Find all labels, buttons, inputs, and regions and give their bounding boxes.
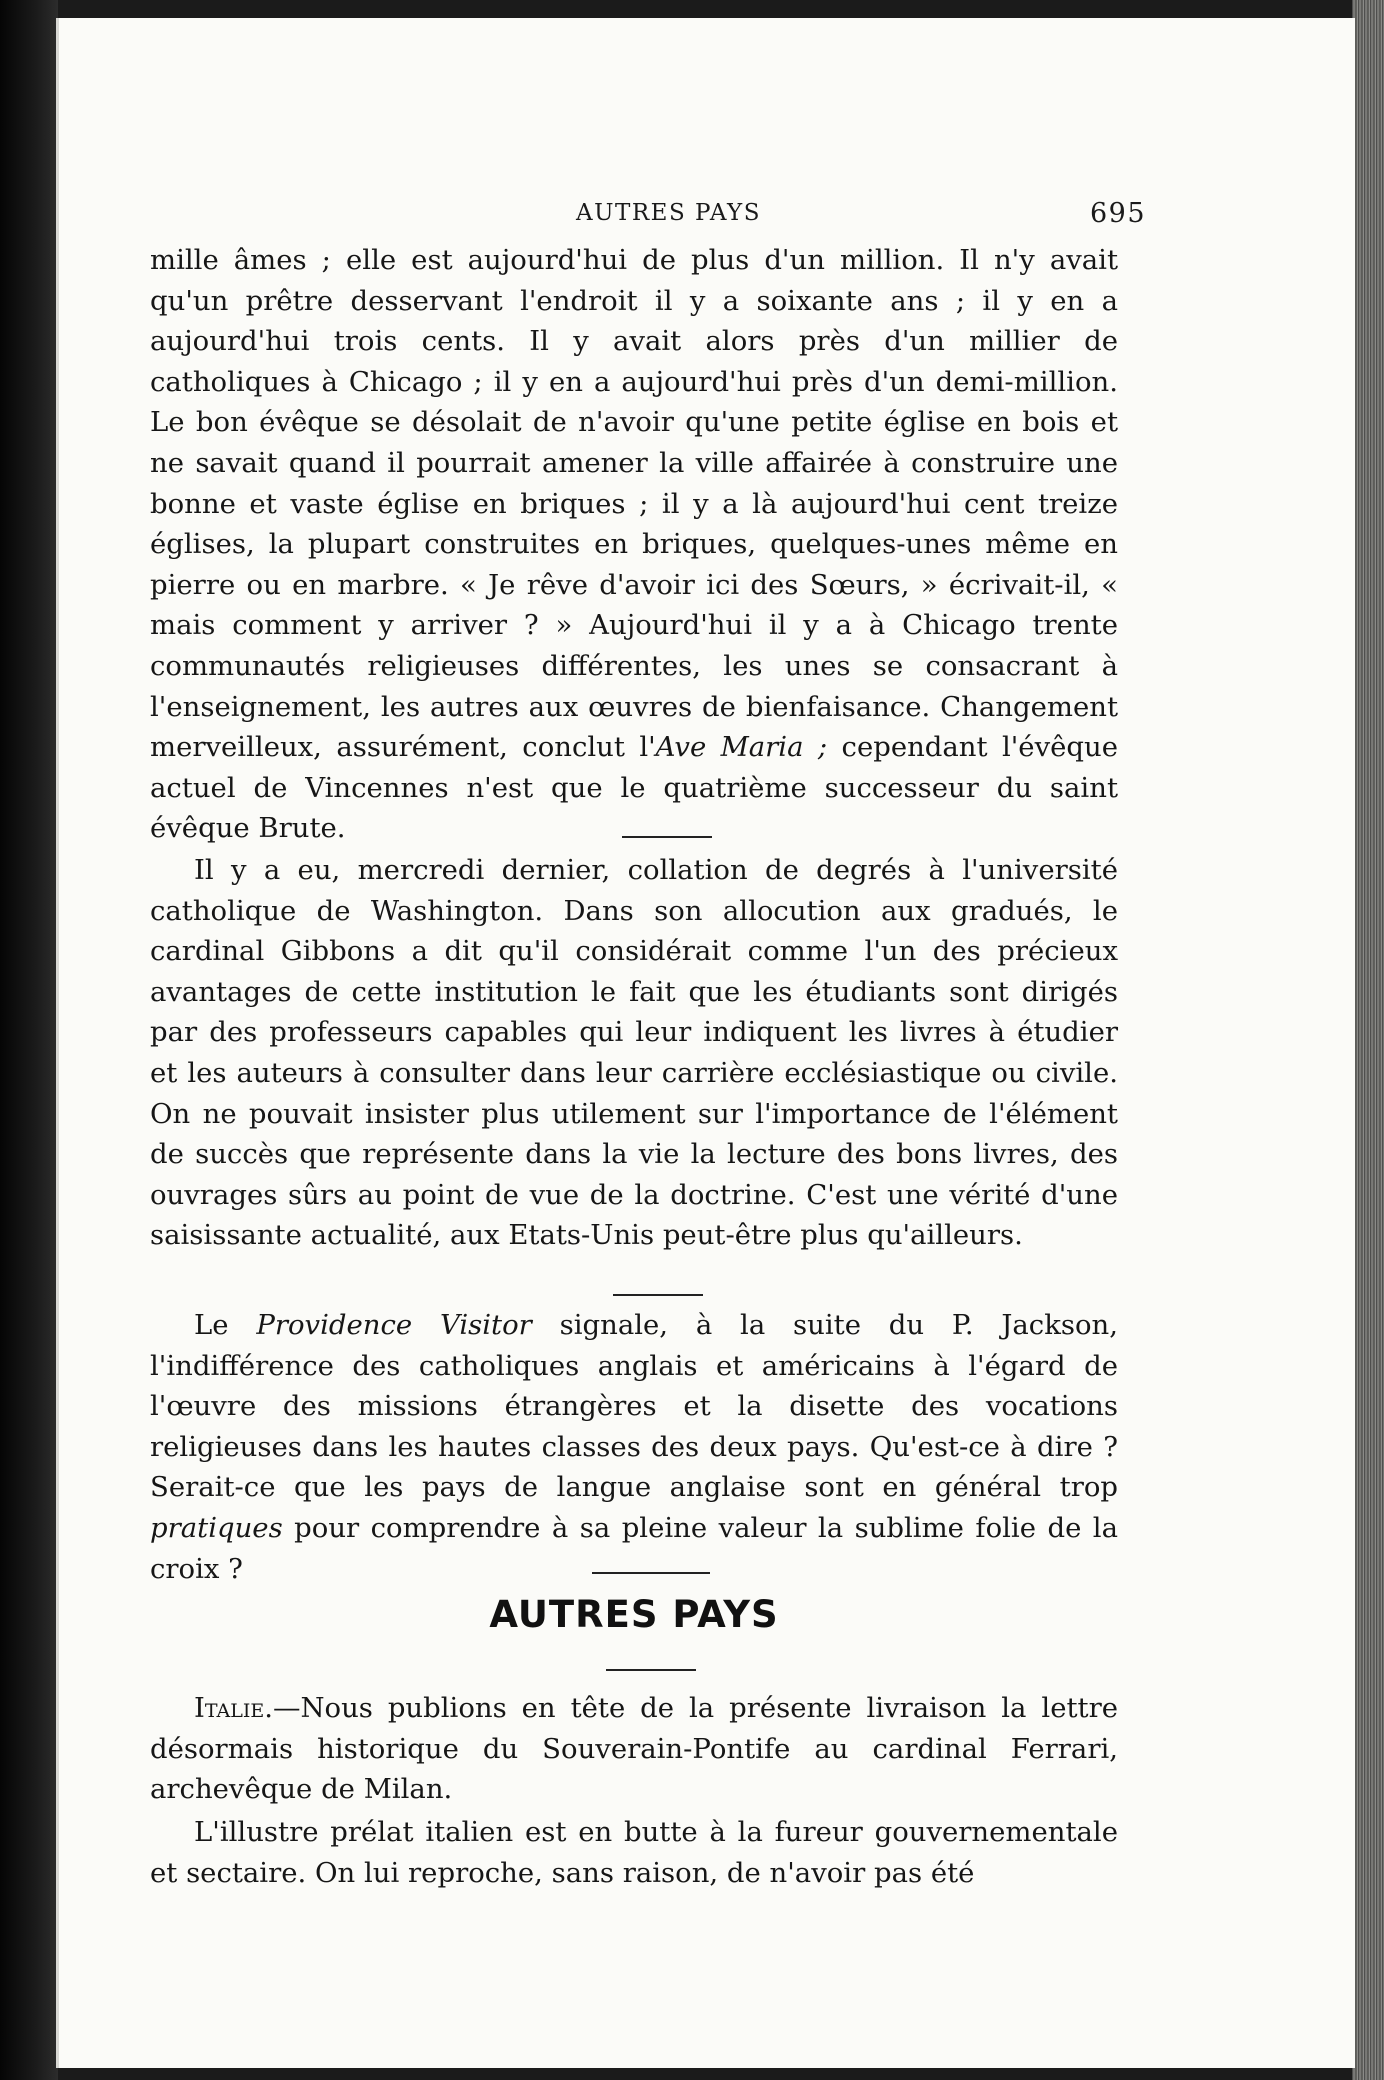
section-divider bbox=[613, 1294, 703, 1296]
paragraph-text: L'illustre prélat italien est en butte à la fureur gouvernementale et sectaire. On lui reproche, sans raison, de n'avoir pas été bbox=[150, 1816, 1118, 1889]
paragraph-text: Le bbox=[194, 1309, 257, 1341]
paragraph-text: signale, à la suite du P. Jackson, l'indifférence des catholiques anglais et américains à l'égard de l'œuvre des missions étrangères et la disette des vocations religieuses dans les hautes classes des deux pays. Qu'est-ce à dire ? Serait-ce que les pays de langue anglaise sont en général trop bbox=[150, 1309, 1118, 1504]
page-number: 695 bbox=[1090, 198, 1147, 229]
page-edges bbox=[1352, 0, 1384, 2080]
italic-title: Providence Visitor bbox=[256, 1309, 532, 1341]
paragraph-prelat bbox=[150, 1812, 1118, 1893]
paragraph-text: pour comprendre à sa pleine valeur la sublime folie de la croix ? bbox=[150, 1511, 1118, 1585]
italic-word: pratiques bbox=[150, 1511, 283, 1544]
paragraph-text: Il y a eu, mercredi dernier, collation de degrés à l'université catholique de Washington. Dans son allocution aux gradués, le cardinal Gibbons a dit qu'il considérait comme l'un des précieux avantages de cette institution le fait que les étudiants sont dirigés par des professeurs capables qui leur indiquent les livres à étudier et les auteurs à consulter dans leur carrière ecclésiastique ou civile. On ne pouvait insister plus utilement sur l'importance de l'élément de succès que représente dans la vie la lecture des bons livres, des ouvrages sûrs au point de vue de la doctrine. C'est une vérité d'une saisissante actualité, aux Etats-Unis peut-être plus qu'ailleurs. bbox=[150, 854, 1118, 1252]
section-divider bbox=[622, 836, 712, 838]
running-title: AUTRES PAYS bbox=[576, 200, 761, 226]
paragraph-washington bbox=[150, 850, 1118, 1256]
paragraph-text: mille âmes ; elle est aujourd'hui de plus d'un million. Il n'y avait qu'un prêtre desservant l'endroit il y a soixante ans ; il y en a aujourd'hui trois cents. Il y avait alors près d'un millier de catholiques à Chicago ; il y en a aujourd'hui près d'un demi-million. Le bon évêque se désolait de n'avoir qu'une petite église en bois et ne savait quand il pourrait amener la ville affairée à construire une bonne et vaste église en briques ; il y a là aujourd'hui cent treize églises, la plupart construites en briques, quelques-unes même en pierre ou en marbre. « Je rêve d'avoir ici des Sœurs, » écrivait-il, « mais comment y arriver ? » Aujourd'hui il y a à Chicago trente communautés religieuses différentes, les unes se consacrant à l'enseignement, les autres aux œuvres de bienfaisance. Changement merveilleux, assurément, conclut l' bbox=[150, 244, 1118, 764]
section-heading: AUTRES PAYS bbox=[489, 1593, 779, 1636]
country-lead: Italie. bbox=[194, 1692, 273, 1724]
section-divider bbox=[592, 1572, 710, 1574]
page-header bbox=[150, 190, 1150, 230]
book-spine-shadow bbox=[0, 0, 58, 2080]
paragraph-italie bbox=[150, 1688, 1118, 1810]
paragraph-providence-visitor bbox=[150, 1305, 1118, 1589]
section-divider bbox=[606, 1669, 696, 1671]
paragraph-text: cependant l'évêque actuel de Vincennes n'est que le quatrième successeur du saint évêque Brute. bbox=[150, 731, 1118, 845]
paragraph-text: —Nous publions en tête de la présente livraison la lettre désormais historique du Souverain-Pontife au cardinal Ferrari, archevêque de Milan. bbox=[150, 1692, 1118, 1806]
italic-title: Ave Maria ; bbox=[655, 731, 828, 764]
paragraph-chicago bbox=[150, 240, 1118, 849]
